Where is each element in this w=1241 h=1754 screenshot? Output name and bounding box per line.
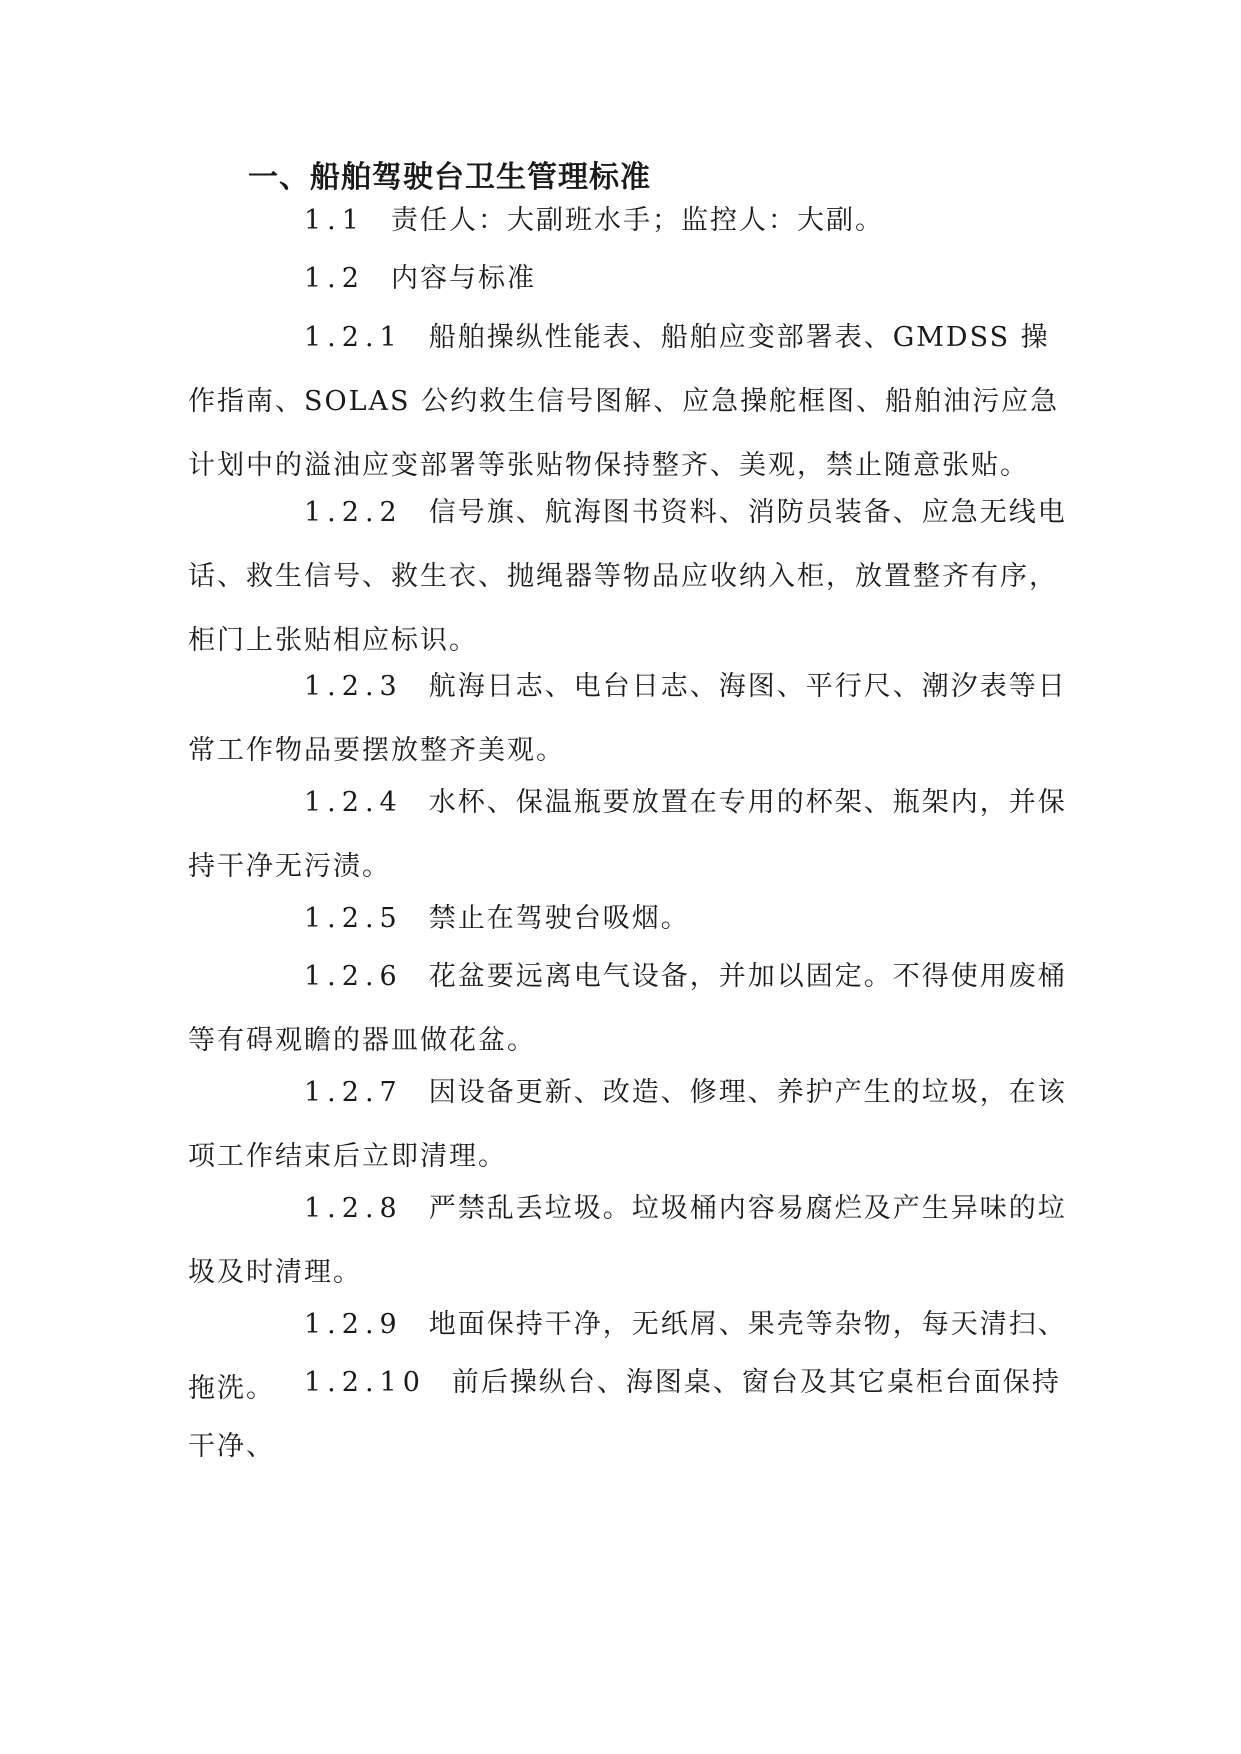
paragraph-text: 严禁乱丢垃圾。垃圾桶内容易腐烂及产生异味的垃圾及时清理。: [188, 1193, 1067, 1288]
paragraph-number: 1.2: [304, 263, 365, 294]
paragraph-number: 1.2.2: [304, 497, 403, 528]
paragraph-1-2: [188, 247, 1068, 311]
paragraph-text: 禁止在驾驶台吸烟。: [428, 903, 690, 934]
paragraph-1-2-7: [188, 1061, 1068, 1189]
paragraph-number: 1.2.8: [304, 1193, 403, 1224]
paragraph-number: 1.2.5: [304, 903, 403, 934]
paragraph-text: 水杯、保温瓶要放置在专用的杯架、瓶架内，并保持干净无污渍。: [188, 787, 1067, 882]
paragraph-number: 1.2.7: [304, 1077, 403, 1108]
paragraph-1-1: [188, 189, 1068, 253]
paragraph-text: 航海日志、电台日志、海图、平行尺、潮汐表等日常工作物品要摆放整齐美观。: [188, 671, 1067, 766]
paragraph-text: 船舶操纵性能表、船舶应变部署表、GMDSS 操作指南、SOLAS 公约救生信号图解、应急操舵框图、船舶油污应急计划中的溢油应变部署等张贴物保持整齐、美观，禁止随意张贴。: [188, 322, 1060, 481]
paragraph-text: 责任人：大副班水手；监控人：大副。: [390, 205, 884, 236]
paragraph-text: 地面保持干净，无纸屑、果壳等杂物，每天清扫、拖洗。: [188, 1309, 1067, 1404]
paragraph-number: 1.1: [304, 205, 365, 236]
paragraph-number: 1.2.9: [304, 1309, 403, 1340]
section-heading: 一、船舶驾驶台卫生管理标准: [248, 160, 651, 195]
paragraph-1-2-3: [188, 655, 1068, 783]
paragraph-1-2-1: [188, 306, 1068, 498]
paragraph-number: 1.2.3: [304, 671, 403, 702]
paragraph-text: 因设备更新、改造、修理、养护产生的垃圾，在该项工作结束后立即清理。: [188, 1077, 1067, 1172]
paragraph-1-2-10: [188, 1351, 1068, 1479]
paragraph-number: 1.2.10: [304, 1367, 426, 1398]
paragraph-1-2-6: [188, 945, 1068, 1073]
paragraph-text: 内容与标准: [390, 263, 536, 294]
paragraph-1-2-5: [188, 887, 1068, 951]
paragraph-1-2-8: [188, 1177, 1068, 1305]
paragraph-number: 1.2.6: [304, 961, 403, 992]
paragraph-1-2-4: [188, 771, 1068, 899]
paragraph-text: 花盆要远离电气设备，并加以固定。不得使用废桶等有碍观瞻的器皿做花盆。: [188, 961, 1067, 1056]
paragraph-number: 1.2.1: [304, 322, 403, 353]
paragraph-number: 1.2.4: [304, 787, 403, 818]
paragraph-text: 前后操纵台、海图桌、窗台及其它桌柜台面保持干净、: [188, 1367, 1061, 1462]
paragraph-1-2-2: [188, 481, 1068, 673]
paragraph-text: 信号旗、航海图书资料、消防员装备、应急无线电话、救生信号、救生衣、抛绳器等物品应收纳入柜，放置整齐有序，柜门上张贴相应标识。: [188, 497, 1067, 656]
